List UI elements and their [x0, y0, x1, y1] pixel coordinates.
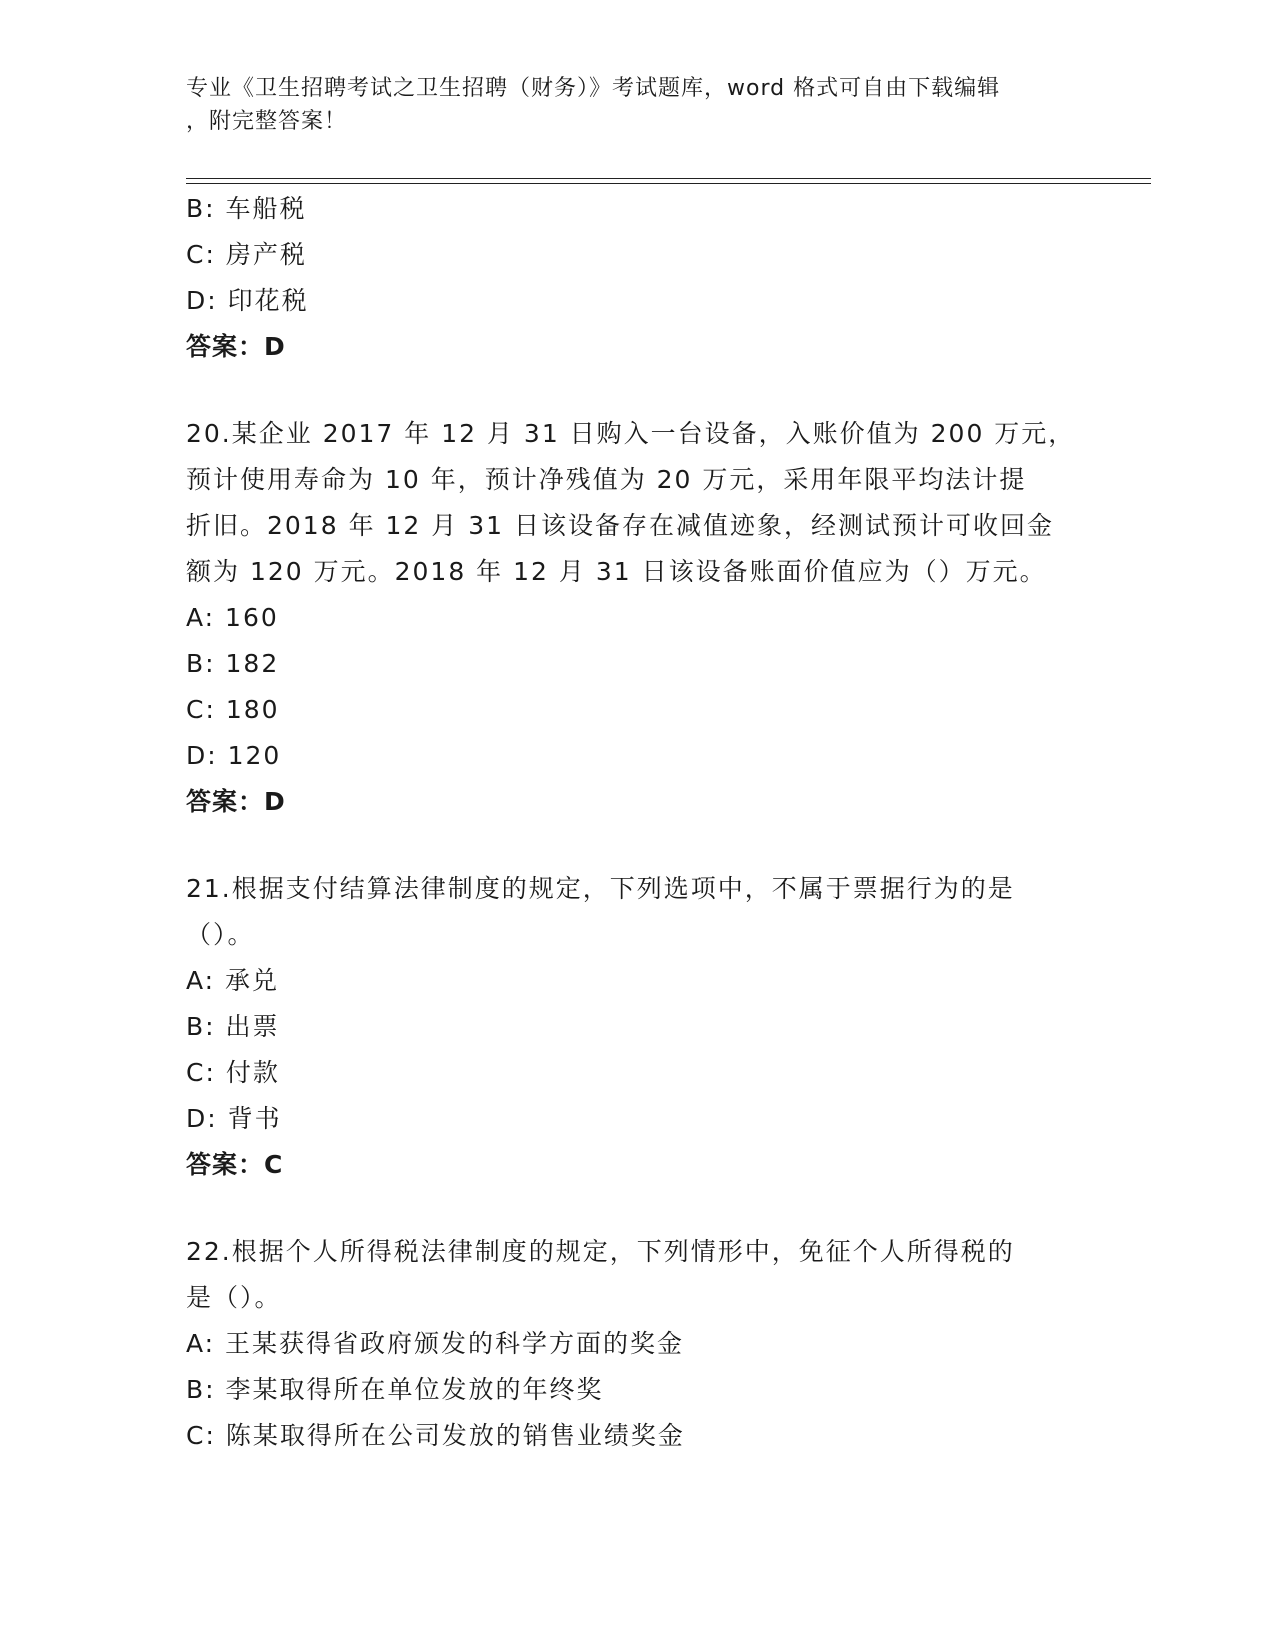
option-a: A: 王某获得省政府颁发的科学方面的奖金 — [186, 1329, 685, 1358]
option-b: B: 李某取得所在单位发放的年终奖 — [186, 1375, 604, 1404]
question-text-line: 是（）。 — [186, 1283, 282, 1312]
question-spacer — [186, 1188, 1086, 1229]
option-b: B: 182 — [186, 649, 280, 678]
question-text-line: 21.根据支付结算法律制度的规定，下列选项中，不属于票据行为的是 — [186, 874, 1015, 903]
option-b: B: 出票 — [186, 1012, 280, 1041]
header-title-line-1: 专业《卫生招聘考试之卫生招聘（财务）》考试题库，word 格式可自由下载编辑 — [186, 76, 1001, 101]
option-b: B: 车船税 — [186, 194, 307, 223]
question-text-line: 折旧。2018 年 12 月 31 日该设备存在减值迹象，经测试预计可收回金 — [186, 511, 1054, 540]
answer-label: 答案：D — [186, 787, 286, 816]
option-a: A: 承兑 — [186, 966, 280, 995]
option-d: D: 背书 — [186, 1104, 282, 1133]
option-c: C: 陈某取得所在公司发放的销售业绩奖金 — [186, 1421, 685, 1450]
question-text-line: 22.根据个人所得税法律制度的规定，下列情形中，免征个人所得税的 — [186, 1237, 1015, 1266]
question-21 — [186, 866, 1086, 1188]
question-19-continued — [186, 186, 1086, 370]
header-divider — [186, 178, 1151, 184]
option-c: C: 房产税 — [186, 240, 307, 269]
option-a: A: 160 — [186, 603, 279, 632]
question-content — [186, 186, 1086, 1459]
question-text-line: 20.某企业 2017 年 12 月 31 日购入一台设备，入账价值为 200 万元， — [186, 419, 1076, 448]
question-22 — [186, 1229, 1086, 1459]
question-20 — [186, 411, 1086, 825]
option-d: D: 120 — [186, 741, 282, 770]
page-header — [186, 72, 1066, 138]
question-text-line: 预计使用寿命为 10 年，预计净残值为 20 万元，采用年限平均法计提 — [186, 465, 1027, 494]
option-c: C: 付款 — [186, 1058, 280, 1087]
answer-label: 答案：C — [186, 1150, 284, 1179]
question-text-line: （）。 — [186, 920, 255, 949]
option-d: D: 印花税 — [186, 286, 309, 315]
question-spacer — [186, 825, 1086, 866]
answer-label: 答案：D — [186, 332, 286, 361]
question-spacer — [186, 370, 1086, 411]
option-c: C: 180 — [186, 695, 280, 724]
header-title-line-2: ，附完整答案！ — [186, 109, 348, 134]
question-text-line: 额为 120 万元。2018 年 12 月 31 日该设备账面价值应为（）万元。 — [186, 557, 1047, 586]
